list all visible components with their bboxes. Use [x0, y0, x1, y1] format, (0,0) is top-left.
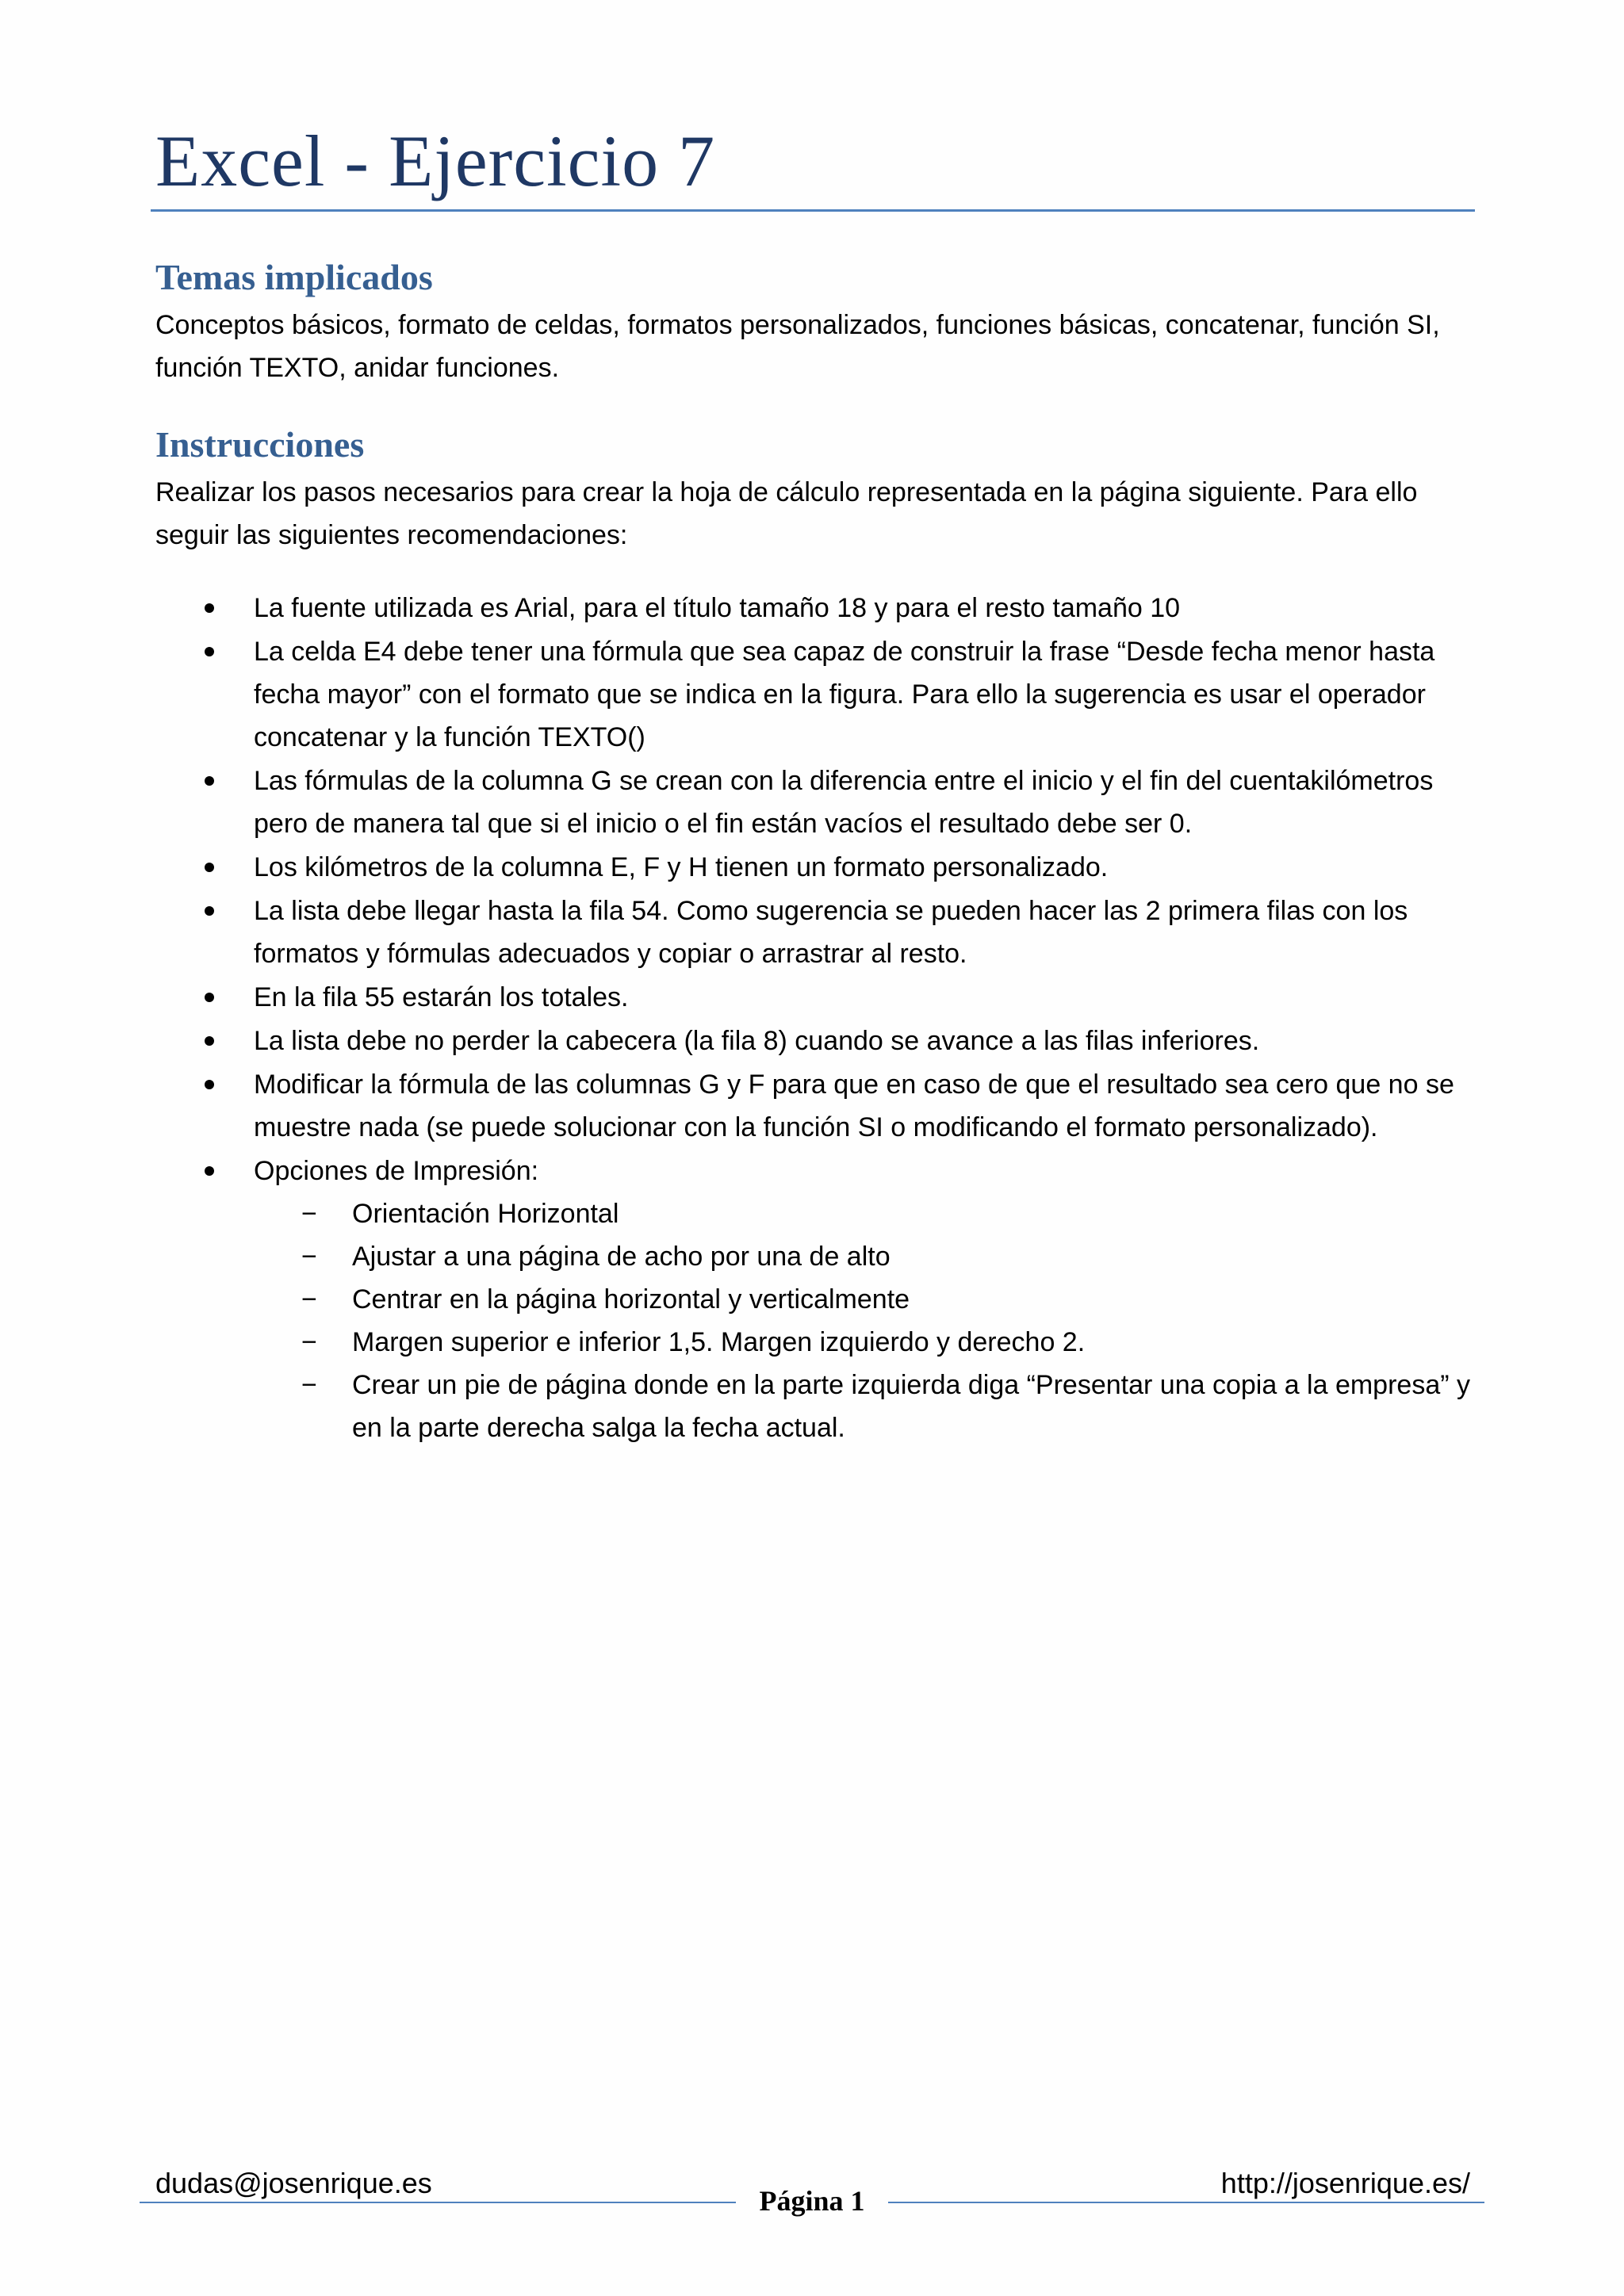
list-item	[155, 1020, 1488, 1062]
sub-list-item-text: Ajustar a una página de acho por una de alto	[352, 1242, 891, 1272]
list-item	[155, 760, 1488, 845]
bullet-icon	[205, 1036, 214, 1046]
page-number: Página 1	[759, 2185, 865, 2217]
sub-list-item-text: Orientación Horizontal	[352, 1199, 619, 1229]
bullet-icon	[205, 776, 214, 786]
sub-list-item-text: Crear un pie de página donde en la parte izquierda diga “Presentar una copia a la empresa” y en la parte derecha salga la fecha actual.	[352, 1370, 1471, 1443]
bullet-icon	[205, 863, 214, 872]
dash-icon: −	[301, 1199, 317, 1229]
section-text-instrucciones: Realizar los pasos necesarios para crear la hoja de cálculo representada en la página siguiente. Para ello seguir las siguientes recomendaciones:	[155, 477, 1418, 550]
dash-icon: −	[301, 1284, 317, 1314]
sub-list-item	[254, 1192, 1488, 1235]
sub-list-item	[254, 1235, 1488, 1278]
list-item-text: Modificar la fórmula de las columnas G y F para que en caso de que el resultado sea cero que no se muestre nada (se puede solucionar con la función SI o modificando el formato personalizado).	[254, 1070, 1454, 1142]
bullet-icon	[205, 1080, 214, 1089]
bullet-icon	[205, 603, 214, 613]
section-text-temas: Conceptos básicos, formato de celdas, formatos personalizados, funciones básicas, concatenar, función SI, función TEXTO, anidar funciones.	[155, 310, 1440, 383]
list-item	[155, 630, 1488, 759]
bullet-icon	[205, 1166, 214, 1176]
footer-rule-left	[140, 2202, 736, 2203]
section-heading-instrucciones: Instrucciones	[155, 424, 365, 465]
document-title: Excel - Ejercicio 7	[155, 121, 716, 201]
section-heading-temas: Temas implicados	[155, 257, 433, 297]
dash-icon: −	[301, 1370, 317, 1400]
title-underline	[151, 209, 1475, 212]
sub-list-item	[254, 1278, 1488, 1321]
list-item-text: La lista debe llegar hasta la fila 54. Como sugerencia se pueden hacer las 2 primera filas con los formatos y fórmulas adecuados y copiar o arrastrar al resto.	[254, 896, 1408, 969]
list-item	[155, 846, 1488, 889]
list-item-text: Los kilómetros de la columna E, F y H tienen un formato personalizado.	[254, 852, 1109, 882]
list-item-text: La lista debe no perder la cabecera (la fila 8) cuando se avance a las filas inferiores.	[254, 1026, 1260, 1056]
list-item-text: Opciones de Impresión:	[254, 1156, 539, 1186]
bullet-icon	[205, 647, 214, 656]
sub-list-item	[254, 1364, 1488, 1449]
dash-icon: −	[301, 1242, 317, 1272]
bullet-icon	[205, 906, 214, 916]
list-item	[155, 890, 1488, 975]
footer-url: http://josenrique.es/	[1220, 2167, 1470, 2199]
dash-icon: −	[301, 1327, 317, 1357]
list-item	[155, 587, 1488, 629]
bullet-icon	[205, 993, 214, 1002]
list-item-text: Las fórmulas de la columna G se crean con la diferencia entre el inicio y el fin del cuentakilómetros pero de manera tal que si el inicio o el fin están vacíos el resultado debe ser 0.	[254, 766, 1434, 839]
list-item	[155, 976, 1488, 1019]
print-options-list	[254, 1192, 1488, 1449]
sub-list-item	[254, 1321, 1488, 1364]
list-item-print-options	[155, 1150, 1488, 1449]
instructions-list	[155, 587, 1488, 1450]
footer-email: dudas@josenrique.es	[155, 2167, 432, 2199]
sub-list-item-text: Margen superior e inferior 1,5. Margen izquierdo y derecho 2.	[352, 1327, 1086, 1357]
list-item-text: En la fila 55 estarán los totales.	[254, 982, 629, 1012]
list-item	[155, 1063, 1488, 1149]
sub-list-item-text: Centrar en la página horizontal y verticalmente	[352, 1284, 910, 1314]
list-item-text: La celda E4 debe tener una fórmula que sea capaz de construir la frase “Desde fecha menor hasta fecha mayor” con el formato que se indica en la figura. Para ello la sugerencia es usar el operador concatenar y la función TEXTO()	[254, 637, 1435, 752]
list-item-text: La fuente utilizada es Arial, para el título tamaño 18 y para el resto tamaño 10	[254, 593, 1181, 623]
